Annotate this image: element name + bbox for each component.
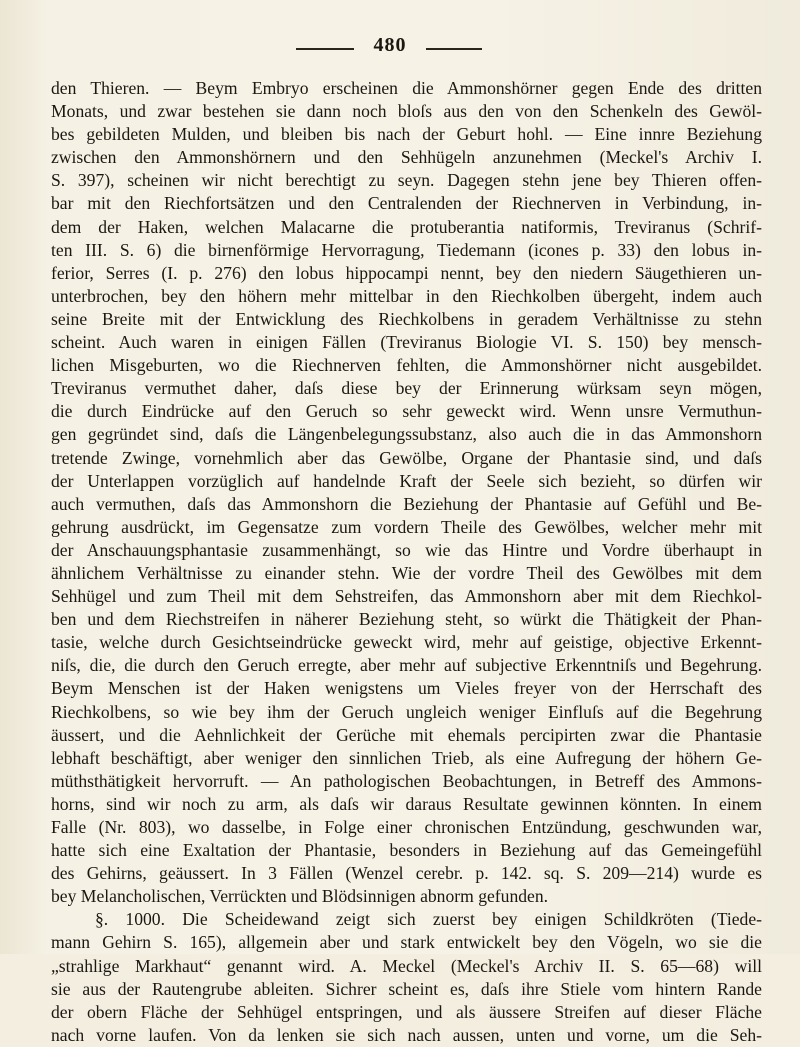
text-line: der Anschauungsphantasie zusammenhängt, so wie das Hintre und Vordre überhaupt in (51, 539, 762, 560)
text-line: tretende Zwinge, vornehmlich aber das Gewölbe, Organe der Phantasie sind, und daſs (51, 447, 762, 468)
header-rule-left (296, 48, 354, 50)
text-line: gen gegründet sind, daſs die Längenbelegungssubstanz, also auch die in das Ammonshorn (51, 424, 762, 445)
body-text (51, 77, 762, 1047)
text-line: ähnlichem Verhältnisse zu einander stehn. Wie der vordre Theil des Gewölbes mit dem (51, 562, 762, 583)
page-header (0, 34, 800, 64)
text-line: gehrung ausdrückt, im Gegensatze zum vordern Theile des Gewölbes, welcher mehr mit (51, 516, 762, 537)
text-line: S. 397), scheinen wir nicht berechtigt zu seyn. Dagegen stehn jene bey Thieren offen- (51, 170, 762, 191)
text-line: ben und dem Riechstreifen in näherer Beziehung steht, so würkt die Thätigkeit der Phan- (51, 609, 762, 630)
text-line: des Gehirns, geäussert. In 3 Fällen (Wenzel cerebr. p. 142. sq. S. 209—214) wurde es (51, 863, 762, 884)
text-line: nach vorne laufen. Von da lenken sie sich nach aussen, unten und vorne, um die Seh- (51, 1024, 762, 1045)
text-line: unterbrochen, bey den höhern mehr mittelbar in den Riechkolben übergeht, indem auch (51, 285, 762, 306)
text-line: bey Melancholischen, Verrückten und Blödsinnigen abnorm gefunden. (51, 886, 549, 907)
text-line: Riechkolbens, so wie bey ihm der Geruch ungleich weniger Einfluſs auf die Begehrung (51, 701, 762, 722)
text-line: mann Gehirn S. 165), allgemein aber und stark entwickelt bey den Vögeln, wo sie die (51, 932, 762, 953)
text-line: horns, sind wir noch zu arm, als daſs wir daraus Resultate gewinnen könnten. In einem (51, 793, 762, 814)
text-line: niſs, die, die durch den Geruch erregte, aber mehr auf subjective Erkenntniſs und Begehrung. (51, 655, 762, 676)
header-rule-right (426, 48, 482, 50)
text-line: Monats, und zwar bestehen sie dann noch bloſs aus den von den Schenkeln des Gewöl- (51, 101, 762, 122)
text-line: ten III. S. 6) die birnenförmige Hervorragung, Tiedemann (icones p. 33) den lobus in- (51, 239, 762, 260)
text-line: der Unterlappen vorzüglich auf handelnde Kraft der Seele sich bezieht, so dürfen wir (51, 470, 762, 491)
text-line: die durch Eindrücke auf den Geruch so sehr geweckt wird. Wenn unsre Vermuthun- (51, 401, 762, 422)
text-line: §. 1000. Die Scheidewand zeigt sich zuerst bey einigen Schildkröten (Tiede- (95, 909, 762, 930)
text-line: dem der Haken, welchen Malacarne die protuberantia natiformis, Treviranus (Schrif- (51, 216, 762, 237)
text-line: Sehhügel und zum Theil mit dem Sehstreifen, das Ammonshorn aber mit dem Riechkol- (51, 586, 762, 607)
text-line: seine Breite mit der Entwicklung des Riechkolbens in geradem Verhältnisse zu stehn (51, 308, 762, 329)
text-line: hatte sich eine Exaltation der Phantasie, besonders in Beziehung auf das Gemeingefühl (51, 840, 762, 861)
text-line: der obern Fläche der Sehhügel entspringen, und als äussere Streifen auf dieser Fläche (51, 1001, 762, 1022)
text-line: lichen Misgeburten, wo die Riechnerven fehlten, die Ammonshörner nicht ausgebildet. (51, 355, 762, 376)
text-line: Treviranus vermuthet daher, daſs diese bey der Erinnerung würksam seyn mögen, (51, 378, 762, 399)
text-line: ferior, Serres (I. p. 276) den lobus hippocampi nennt, bey den niedern Säugethieren un- (51, 262, 762, 283)
text-line: bar mit den Riechfortsätzen und den Centralenden der Riechnerven in Verbindung, in- (51, 193, 762, 214)
text-line: äussert, und die Aehnlichkeit der Gerüche mit ehemals percipirten zwar die Phantasie (51, 724, 762, 745)
text-line: müthsthätigkeit hervorruft. — An pathologischen Beobachtungen, in Betreff des Ammons- (51, 770, 762, 791)
text-line: „strahlige Markhaut“ genannt wird. A. Meckel (Meckel's Archiv II. S. 65—68) will (51, 955, 762, 976)
text-line: scheint. Auch waren in einigen Fällen (Treviranus Biologie VI. S. 150) bey mensch- (51, 332, 762, 353)
text-line: lebhaft beschäftigt, aber weniger den sinnlichen Trieb, als eine Aufregung der höhern Ge- (51, 747, 762, 768)
text-line: bes gebildeten Mulden, und bleiben bis nach der Geburt hohl. — Eine innre Beziehung (51, 124, 762, 145)
text-line: den Thieren. — Beym Embryo erscheinen die Ammonshörner gegen Ende des dritten (51, 78, 762, 98)
page-number: 480 (373, 34, 407, 56)
text-line: sie aus der Rautengrube ableiten. Sichrer scheint es, daſs ihre Stiele vom hintern Rande (51, 978, 762, 999)
text-line: tasie, welche durch Gesichtseindrücke geweckt wird, mehr auf geistige, objective Erkennt- (51, 632, 762, 653)
text-line: Falle (Nr. 803), wo dasselbe, in Folge einer chronischen Entzündung, geschwunden war, (51, 817, 762, 837)
text-line: Beym Menschen ist der Haken wenigstens um Vieles freyer von der Herrschaft des (51, 678, 762, 699)
text-line: auch vermuthen, daſs das Ammonshorn die Beziehung der Phantasie auf Gefühl und Be- (51, 493, 762, 514)
text-line: zwischen den Ammonshörnern und den Sehhügeln anzunehmen (Meckel's Archiv I. (51, 147, 762, 168)
